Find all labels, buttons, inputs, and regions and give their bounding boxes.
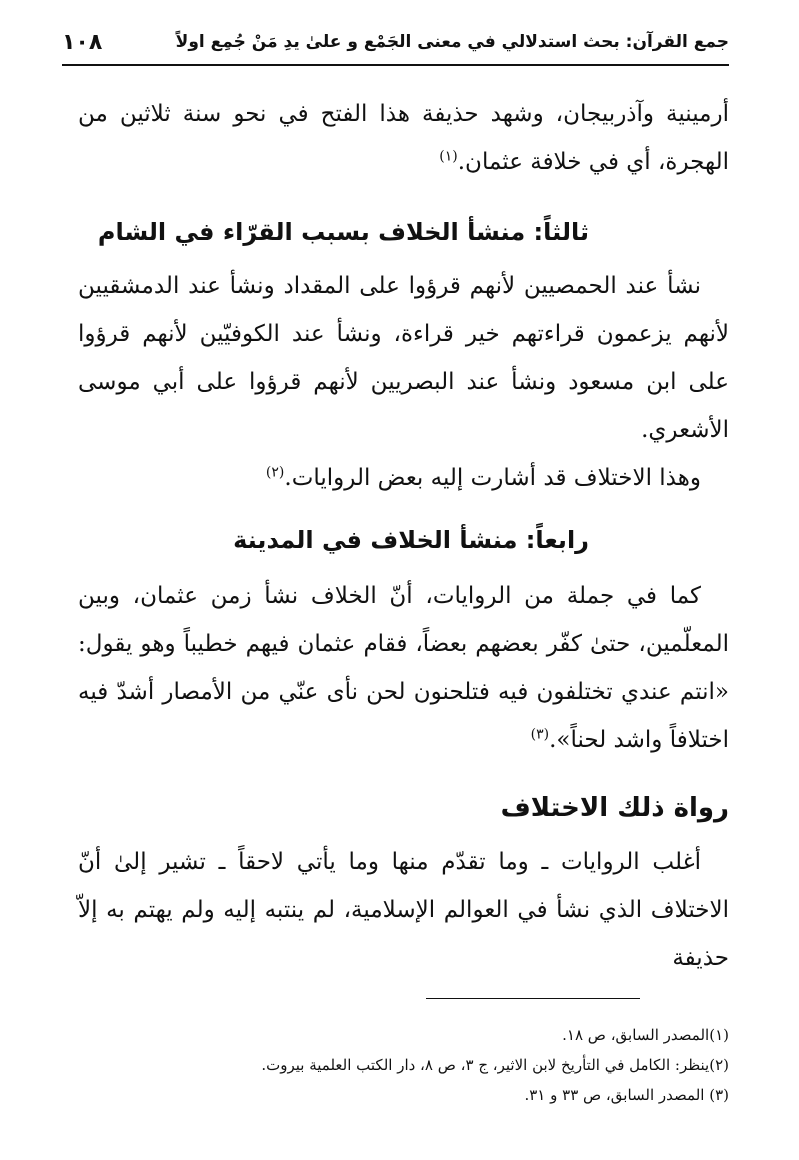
footnote-ref-1: (١) [439, 148, 458, 165]
paragraph-4-text: كما في جملة من الروايات، أنّ الخلاف نشأ زمن عثمان، وبين المعلّمين، حتىٰ كفّر بعضهم بعضاً، فقام عثمان فيهم خطيباً وهو يقول: «انتم عندي تختلفون فيه فتلحنون لحن نأى عنّي من الأمصار أشدّ فيه اختلافاً واشد لحناً». [78, 583, 729, 753]
footnote-2: (٢)ينظر: الكامل في التأريخ لابن الاثير، ج ٣، ص ٨، دار الكتب العلمية بيروت. [261, 1056, 729, 1074]
paragraph-2: نشأ عند الحمصيين لأنهم قرؤوا على المقداد ونشأ عند الدمشقيين لأنهم يزعمون قراءتهم خير قراءة، ونشأ عند الكوفيّين لأنهم قرؤوا على ابن مسعود ونشأ عند البصريين لأنهم قرؤوا على أبي موسى الأشعري. [78, 273, 729, 443]
footnote-ref-2: (٢) [265, 464, 285, 481]
section-heading-4: رابعاً: منشأ الخلاف في المدينة [233, 526, 589, 554]
footnote-1: (١)المصدر السابق، ص ١٨. [562, 1026, 729, 1044]
paragraph-1-text: أرمينية وآذربيجان، وشهد حذيفة هذا الفتح في نحو سنة ثلاثين من الهجرة، أي في خلافة عثمان. [78, 101, 729, 175]
footnote-divider [426, 998, 640, 999]
paragraph-3 [78, 454, 729, 502]
footnotes [78, 1020, 729, 1110]
header-title: جمع القرآن: بحث استدلالي في معنى الجَمْع و علىٰ يدِ مَنْ جُمِع اولاً [175, 32, 729, 52]
paragraph-5: أغلب الروايات ـ وما تقدّم منها وما يأتي لاحقاً ـ تشير إلىٰ أنّ الاختلاف الذي نشأ في العوالم الإسلامية، لم ينتبه إليه ولم يهتم به إلاّ حذيفة [78, 849, 729, 971]
main-text [78, 90, 729, 982]
footnote-ref-3: (٣) [530, 726, 550, 743]
paragraph-1 [78, 90, 729, 186]
running-header [62, 28, 729, 66]
paragraph-4 [78, 572, 729, 764]
footnote-3: (٣) المصدر السابق، ص ٣٣ و ٣١. [524, 1086, 729, 1104]
paragraph-3-text: وهذا الاختلاف قد أشارت إليه بعض الروايات. [284, 465, 701, 491]
page-number: ١٠٨ [62, 30, 103, 55]
section-heading-3: ثالثاً: منشأ الخلاف بسبب القرّاء في الشام [97, 218, 589, 246]
section-heading-narrators: رواة ذلك الاختلاف [500, 793, 729, 823]
